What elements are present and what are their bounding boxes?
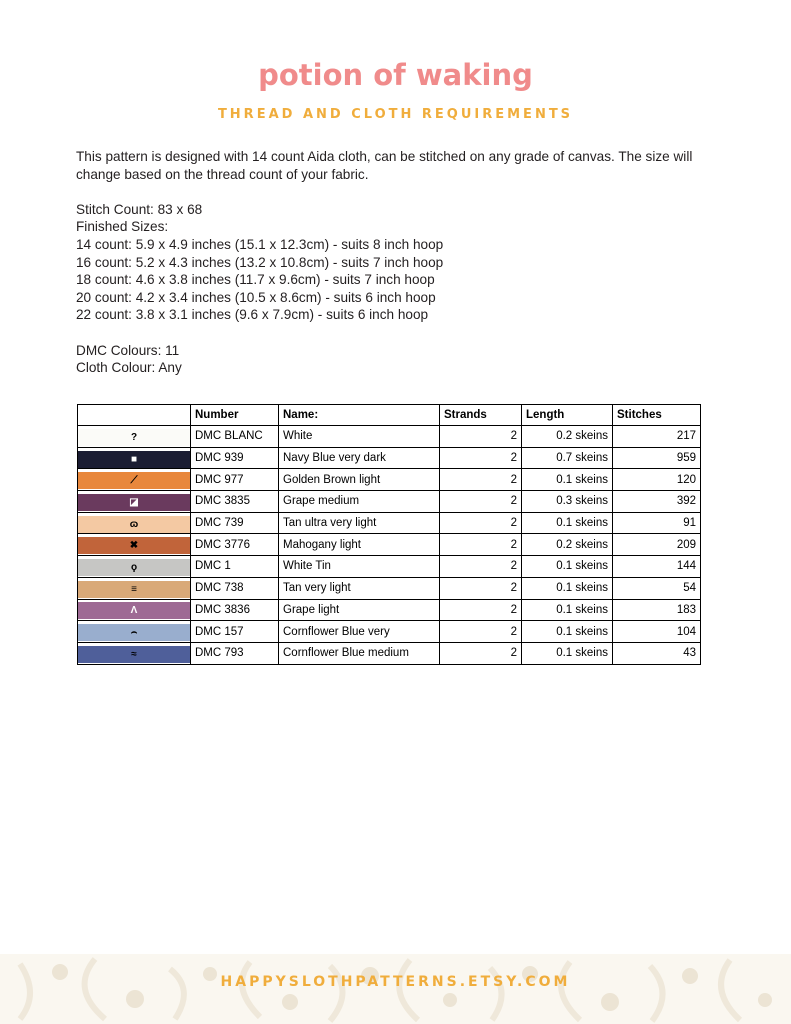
- strands-cell: 2: [440, 577, 522, 599]
- color-swatch: [78, 581, 190, 598]
- color-swatch-cell: [78, 469, 191, 491]
- length-cell: 0.1 skeins: [522, 642, 613, 664]
- thread-name-cell: White: [279, 426, 440, 448]
- header-number: Number: [191, 405, 279, 426]
- thread-name-cell: Grape light: [279, 599, 440, 621]
- dmc-number-cell: DMC 3776: [191, 534, 279, 556]
- color-swatch-cell: [78, 556, 191, 578]
- stitches-cell: 120: [613, 469, 701, 491]
- stitches-cell: 54: [613, 577, 701, 599]
- thread-name-cell: Navy Blue very dark: [279, 447, 440, 469]
- stitch-symbol-icon: ≡: [131, 583, 137, 595]
- dmc-number-cell: DMC 793: [191, 642, 279, 664]
- header-strands: Strands: [440, 405, 522, 426]
- length-cell: 0.1 skeins: [522, 556, 613, 578]
- stitch-symbol-icon: ⌢: [130, 627, 138, 639]
- thread-name-cell: Tan very light: [279, 577, 440, 599]
- stitches-cell: 43: [613, 642, 701, 664]
- strands-cell: 2: [440, 426, 522, 448]
- stitches-cell: 144: [613, 556, 701, 578]
- color-swatch-cell: [78, 642, 191, 664]
- length-cell: 0.1 skeins: [522, 599, 613, 621]
- length-cell: 0.7 skeins: [522, 447, 613, 469]
- stitches-cell: 217: [613, 426, 701, 448]
- strands-cell: 2: [440, 556, 522, 578]
- strands-cell: 2: [440, 469, 522, 491]
- stitch-count: Stitch Count: 83 x 68: [76, 201, 203, 217]
- stitches-cell: 209: [613, 534, 701, 556]
- finished-sizes-label: Finished Sizes:: [76, 219, 169, 235]
- stitches-cell: 104: [613, 621, 701, 643]
- stitch-symbol-icon: ≈: [131, 648, 137, 660]
- header-length: Length: [522, 405, 613, 426]
- dmc-number-cell: DMC 3835: [191, 491, 279, 513]
- table-row: [78, 447, 701, 469]
- stitch-symbol-icon: ?: [130, 431, 138, 443]
- stitch-symbol-icon: ◪: [129, 496, 139, 508]
- intro-paragraph: This pattern is designed with 14 count Aida cloth, can be stitched on any grade of canvas. The size will change based on the thread count of your fabric.: [76, 149, 693, 182]
- table-row: [78, 642, 701, 664]
- length-cell: 0.1 skeins: [522, 469, 613, 491]
- cloth-colour: Cloth Colour: Any: [76, 360, 182, 376]
- table-row: [78, 512, 701, 534]
- stitches-cell: 959: [613, 447, 701, 469]
- thread-name-cell: Mahogany light: [279, 534, 440, 556]
- thread-name-cell: Grape medium: [279, 491, 440, 513]
- stitches-cell: 183: [613, 599, 701, 621]
- thread-name-cell: Golden Brown light: [279, 469, 440, 491]
- color-swatch-cell: [78, 599, 191, 621]
- dmc-number-cell: DMC 939: [191, 447, 279, 469]
- strands-cell: 2: [440, 491, 522, 513]
- dmc-number-cell: DMC 1: [191, 556, 279, 578]
- table-row: [78, 621, 701, 643]
- color-swatch-cell: [78, 491, 191, 513]
- strands-cell: 2: [440, 642, 522, 664]
- strands-cell: 2: [440, 534, 522, 556]
- color-swatch: [78, 646, 190, 663]
- color-swatch: [78, 516, 190, 533]
- color-swatch: [78, 537, 190, 554]
- table-row: [78, 534, 701, 556]
- table-row: [78, 599, 701, 621]
- dmc-number-cell: DMC 739: [191, 512, 279, 534]
- length-cell: 0.2 skeins: [522, 534, 613, 556]
- strands-cell: 2: [440, 447, 522, 469]
- thread-name-cell: White Tin: [279, 556, 440, 578]
- color-swatch: [78, 559, 190, 576]
- stitch-symbol-icon: ✖: [129, 540, 139, 552]
- thread-name-cell: Tan ultra very light: [279, 512, 440, 534]
- dmc-number-cell: DMC 977: [191, 469, 279, 491]
- color-swatch: [78, 472, 190, 489]
- table-row: [78, 469, 701, 491]
- dmc-number-cell: DMC 157: [191, 621, 279, 643]
- strands-cell: 2: [440, 621, 522, 643]
- stitch-symbol-icon: ■: [130, 453, 138, 465]
- color-swatch-cell: [78, 621, 191, 643]
- length-cell: 0.1 skeins: [522, 512, 613, 534]
- stitch-symbol-icon: Λ: [130, 605, 138, 617]
- color-swatch-cell: [78, 447, 191, 469]
- table-row: [78, 556, 701, 578]
- stitches-cell: 91: [613, 512, 701, 534]
- color-swatch: [78, 624, 190, 641]
- strands-cell: 2: [440, 599, 522, 621]
- color-swatch-cell: [78, 512, 191, 534]
- page-title: potion of waking: [258, 58, 533, 92]
- color-swatch: [78, 494, 190, 511]
- color-swatch: [78, 429, 190, 446]
- table-header-row: [78, 405, 701, 426]
- intro-section: [76, 148, 716, 377]
- size-line: 22 count: 3.8 x 3.1 inches (9.6 x 7.9cm) - suits 6 inch hoop: [76, 307, 429, 323]
- length-cell: 0.1 skeins: [522, 577, 613, 599]
- stitch-symbol-icon: ɷ: [129, 518, 139, 530]
- table-row: [78, 577, 701, 599]
- color-swatch: [78, 602, 190, 619]
- length-cell: 0.3 skeins: [522, 491, 613, 513]
- table-row: [78, 426, 701, 448]
- strands-cell: 2: [440, 512, 522, 534]
- length-cell: 0.1 skeins: [522, 621, 613, 643]
- thread-name-cell: Cornflower Blue medium: [279, 642, 440, 664]
- header-name: Name:: [279, 405, 440, 426]
- header-symbol: [78, 405, 191, 426]
- stitch-symbol-icon: ⟋: [130, 475, 138, 487]
- color-swatch-cell: [78, 426, 191, 448]
- size-line: 16 count: 5.2 x 4.3 inches (13.2 x 10.8cm) - suits 7 inch hoop: [76, 254, 444, 270]
- thread-table: [77, 404, 701, 665]
- size-line: 20 count: 4.2 x 3.4 inches (10.5 x 8.6cm) - suits 6 inch hoop: [76, 289, 436, 305]
- color-swatch-cell: [78, 534, 191, 556]
- length-cell: 0.2 skeins: [522, 426, 613, 448]
- header-stitches: Stitches: [613, 405, 701, 426]
- stitch-symbol-icon: ϙ: [130, 561, 138, 573]
- dmc-colours: DMC Colours: 11: [76, 342, 180, 358]
- page-subtitle: THREAD AND CLOTH REQUIREMENTS: [217, 107, 574, 122]
- dmc-number-cell: DMC BLANC: [191, 426, 279, 448]
- color-swatch: [78, 451, 190, 468]
- size-line: 18 count: 4.6 x 3.8 inches (11.7 x 9.6cm) - suits 7 inch hoop: [76, 272, 435, 288]
- size-line: 14 count: 5.9 x 4.9 inches (15.1 x 12.3cm) - suits 8 inch hoop: [76, 236, 444, 252]
- table-row: [78, 491, 701, 513]
- stitches-cell: 392: [613, 491, 701, 513]
- dmc-number-cell: DMC 738: [191, 577, 279, 599]
- dmc-number-cell: DMC 3836: [191, 599, 279, 621]
- footer-url: HAPPYSLOTHPATTERNS.ETSY.COM: [220, 974, 571, 990]
- thread-name-cell: Cornflower Blue very: [279, 621, 440, 643]
- color-swatch-cell: [78, 577, 191, 599]
